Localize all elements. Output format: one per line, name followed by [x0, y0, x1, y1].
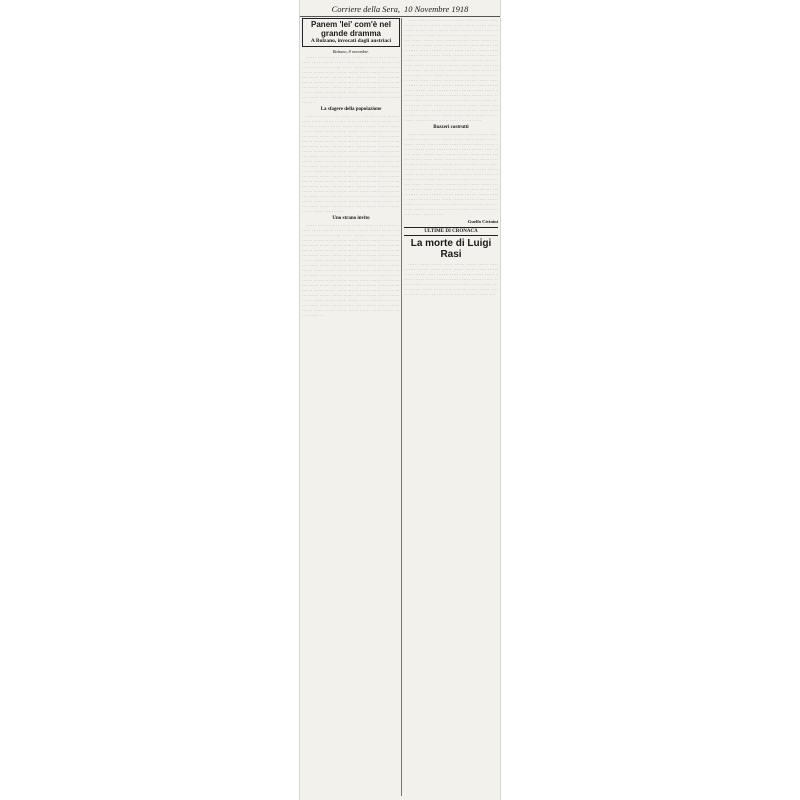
obituary-headline: La morte di Luigi Rasi	[410, 238, 492, 260]
body-text: ······ ······ ······ ······ ······ ······ ······ ······ ······ ······ ······ ······ ······ ······ ······ ······ ······ ······ ······ ······ ······ ······ ······ ······ ······ ······ ······ ······ ······ ······ ······ ······ ······ ······ ······ ······ ······ ······ ······ ······ ······ ······ ······ ······ ······ ······ ······ ······ ······ ······ ······ ······ ······ ······ ······ ······ ······ ······ ······ ······ ······ ······ ······ ······ ······ ······ ······ ······ ······ ······ ······ ······ ······ ······ ······ ······ ······ ······ ······ ······ ······ ······ ······ ······ ······ ······ ······ ······ ······ ······ ······ ······ ······ ······ ······ ······ ······ ······ ······ ······ ······ ······ ······ ······ ······ ······ ······ ······ ······ ······ ······ ······ ······ ······ ······ ······ ······ ······ ······ ······ ······ ······ ······ ······ ······ ······ ······ ······ ······ ······ ······ ······ ······ ·····	[404, 132, 498, 217]
article-headline: Panem 'lei' com'è nel grande dramma	[311, 20, 391, 38]
section-heading: Uno strano invito	[332, 216, 370, 221]
article-subhead: A Bolzano, invocati dagli austriaci	[310, 38, 392, 44]
masthead-paper: Corriere della Sera,	[331, 4, 400, 14]
body-text: ······ ······ ······ ······ ······ ······ ······ ······ ······ ······ ······ ······ ······ ······ ······ ······ ······ ······ ······ ······ ······ ······ ······ ······ ······ ······ ······ ······ ······ ······ ······ ······ ······ ······ ······ ······ ······ ······ ······ ······ ······ ······ ······ ······ ······ ······ ······ ······ ······ ······ ······ ······ ······ ······ ······ ······ ······ ······ ······ ······ ······ ······ ······ ······ ······ ······ ······ ······ ······ ······ ······ ······ ······ ······ ······ ······ ······ ······ ······ ······ ······ ······ ······ ······ ······ ······ ······ ······ ······ ······ ······ ······ ······ ······ ······ ······ ······ ······ ······ ······ ······ ······ ······ ······ ······ ······ ······ ······ ······ ······ ······ ······ ······ ······ ······ ······ ······ ······ ······ ······ ······ ······ ······ ······ ······ ······ ······ ······ ······ ······ ······ ······ ······ ······ ······ ······ ······ ······ ······ ······ ······ ······ ······ ······ ······ ······ ······ ······ ······ ······ ······ ······ ······ ······ ······ ······ ······ ······ ······ ······ ······ ······ ······ ······ ······ ······ ······ ······ ······ ·····	[404, 18, 498, 123]
article-signature: Guelfo Civinini	[467, 219, 498, 224]
body-text: ······ ······ ······ ······ ······ ······ ······ ······ ······ ······ ······ ······ ······ ······ ······ ······ ······ ······ ······ ······ ······ ······ ······ ······ ······ ······ ······ ······ ······ ······ ······ ······ ······ ······ ······ ······ ······ ······ ······ ······ ······ ······ ······ ······ ······ ······ ······ ······ ······ ······ ······ ······ ······ ······ ······ ······ ······ ······ ······ ······ ······ ······ ······ ······ ······ ······ ······ ······ ······ ······ ······ ······ ······ ······ ······ ······ ······ ······ ······ ······ ······ ······ ······ ······ ······ ······ ······ ······ ······ ······ ······ ······ ······ ······ ······ ······ ······ ······ ······ ······ ······ ······ ······ ······ ······ ······ ······ ······ ······ ······ ······ ······ ······ ······ ······ ······ ······ ······ ······ ······ ······ ······ ······ ······ ······ ······ ······ ······ ······ ······ ······ ······ ······ ······ ······ ······ ······ ······ ······ ······ ······ ······ ······ ······ ······ ······ ······ ······ ······ ······ ······ ······ ······ ······ ··	[302, 223, 400, 318]
masthead	[300, 2, 500, 17]
body-text: ······ ······ ······ ······ ······ ······ ······ ······ ······ ······ ······ ······ ······ ······ ······ ······ ······ ······ ······ ······ ······ ······ ······ ······ ······ ······ ······ ······ ······ ······ ······ ······ ······ ······ ······ ······ ······ ······ ······ ······ ······ ······ ······ ······ ······ ······ ······ ······ ······ ······ ······ ······ ······ ······ ······ ······ ······ ······ ······ ······ ······ ······ ······ ······ ······ ······ ······ ······ ······ ······ ······ ······ ······ ······ ······ ······ ······ ······ ······ ······ ······ ······ ······ ······ ······ ······ ······ ······ ······ ······ ······ ······ ······ ······ ······ ······ ······ ······ ······ ······ ······ ······ ······ ······ ······ ······ ······ ······ ······ ······ ······ ······ ······ ······ ······ ······ ······ ······ ······ ······ ······ ······ ······ ······ ······ ······ ······ ······ ······ ······ ······ ······ ······ ······ ······ ······ ······ ······ ······ ······ ······ ······ ······ ······ ······ ······ ······ ······ ······ ······ ······ ······ ······ ······ ······ ······ ······ ······ ······ ······ ······ ······ ······ ······ ····	[302, 114, 400, 214]
article-headline-box	[302, 18, 400, 47]
section-heading: La sfagere della popolazione	[320, 107, 382, 112]
news-rubric: ULTIME DI CRONACA	[404, 227, 498, 236]
article-dateline: Bolzano, 8 novembre.	[332, 49, 370, 54]
column-rule	[401, 18, 402, 796]
body-text: ······ ······ ······ ······ ······ ······ ······ ······ ······ ······ ······ ······ ······ ······ ······ ······ ······ ······ ······ ······ ······ ······ ······ ······ ······ ······ ······ ······ ······ ······ ······ ······ ······ ······ ······ ······ ······ ······ ······ ······ ······ ······ ······ ······ ······ ······ ······ ······ ······ ······ ······ ······ ······ ······ ······ ······ ····	[404, 262, 498, 297]
newspaper-page	[300, 0, 500, 800]
masthead-date: 10 Novembre 1918	[404, 4, 469, 14]
left-column	[302, 18, 400, 796]
right-column	[404, 18, 498, 796]
body-text: ······ ······ ······ ······ ······ ······ ······ ······ ······ ······ ······ ······ ······ ······ ······ ······ ······ ······ ······ ······ ······ ······ ······ ······ ······ ······ ······ ······ ······ ······ ······ ······ ······ ······ ······ ······ ······ ······ ······ ······ ······ ······ ······ ······ ······ ······ ······ ······ ······ ······ ······ ······ ······ ······ ······ ······ ······ ······ ······ ······ ······ ······ ······ ······ ······ ······ ······ ······ ······ ······ ······ ······ ······ ······ ······ ······ ······ ·	[302, 55, 400, 105]
section-heading: Bozzeri costrutti	[433, 125, 469, 130]
